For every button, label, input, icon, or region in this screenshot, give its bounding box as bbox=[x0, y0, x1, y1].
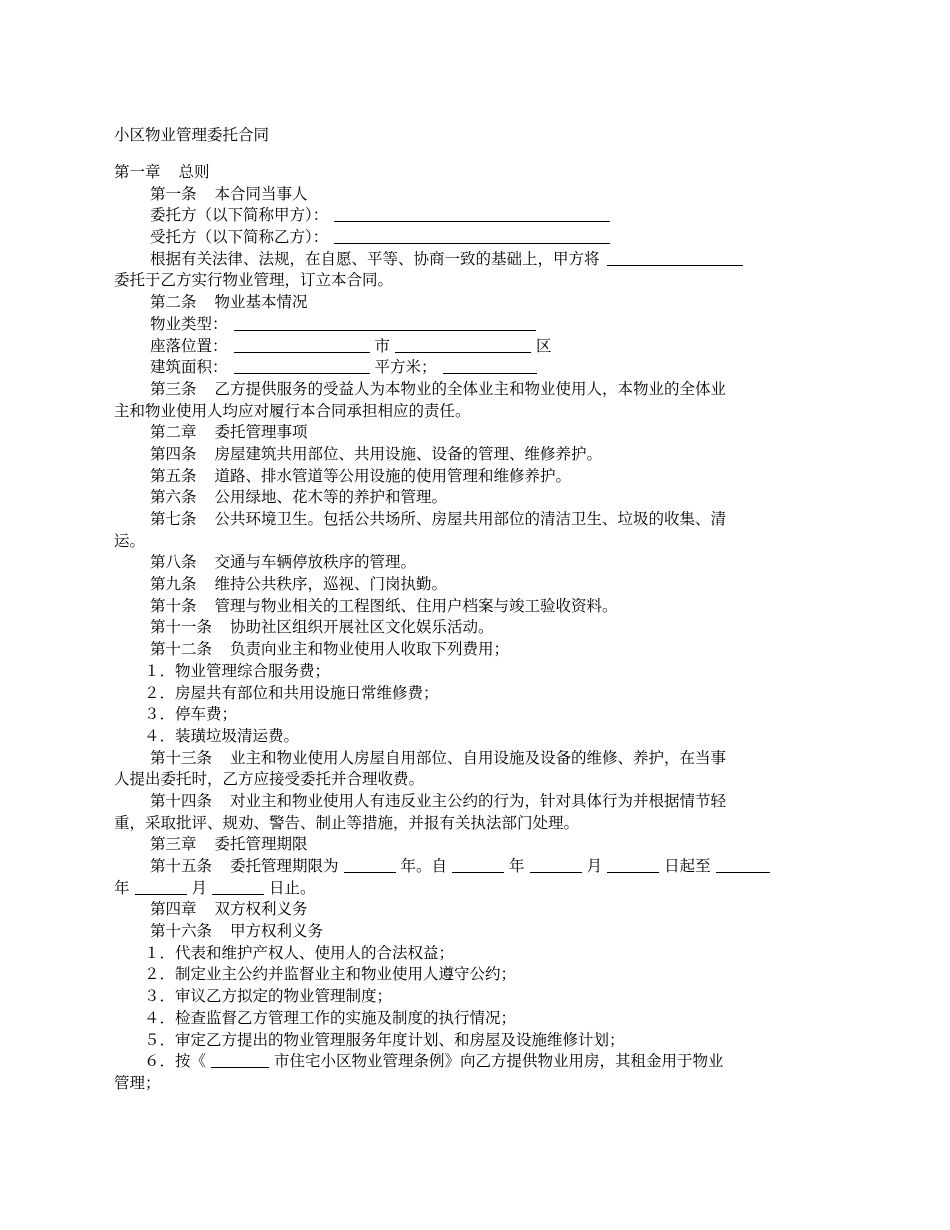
year-label: 年 bbox=[509, 857, 525, 875]
article-number: 第二条 bbox=[150, 293, 197, 312]
chapter-title: 双方权利义务 bbox=[214, 900, 308, 919]
paragraph-line bbox=[114, 813, 840, 835]
document-title: 小区物业管理委托合同 bbox=[114, 126, 270, 144]
field-label: 物业类型： bbox=[150, 314, 228, 333]
paragraph-line bbox=[114, 531, 840, 553]
blank-line bbox=[234, 337, 370, 353]
article-line bbox=[114, 444, 840, 466]
paragraph-line bbox=[114, 401, 840, 423]
article-text: 业主和物业使用人房屋自用部位、自用设施及设备的维修、养护，在当事 bbox=[230, 748, 727, 767]
list-item-text: 市住宅小区物业管理条例》向乙方提供物业用房，其租金用于物业 bbox=[274, 1052, 724, 1071]
article-line bbox=[114, 552, 840, 574]
list-item: ３．审议乙方拟定的物业管理制度； bbox=[144, 987, 393, 1006]
blank-line bbox=[607, 250, 743, 266]
article-line bbox=[114, 791, 840, 813]
article-text: 物业基本情况 bbox=[214, 293, 308, 312]
blank-line bbox=[135, 879, 187, 895]
day-label: 日止。 bbox=[269, 878, 316, 897]
article-text: 公用绿地、花木等的养护和管理。 bbox=[214, 488, 448, 507]
paragraph-line bbox=[114, 1073, 840, 1095]
blank-line bbox=[234, 315, 536, 331]
chapter-heading bbox=[114, 162, 840, 184]
city-label: 市 bbox=[374, 336, 391, 355]
article-text: 维持公共秩序，巡视、门岗执勤。 bbox=[214, 575, 448, 594]
party-b-line bbox=[114, 227, 840, 249]
month-label: 月 bbox=[191, 878, 208, 897]
paragraph-text: 运。 bbox=[114, 531, 146, 550]
area-line bbox=[114, 357, 840, 379]
list-item: １．代表和维护产权人、使用人的合法权益； bbox=[144, 943, 455, 962]
paragraph-line bbox=[114, 270, 840, 292]
chapter-title: 委托管理期限 bbox=[214, 835, 308, 854]
article-number: 第九条 bbox=[150, 575, 197, 594]
article-number: 第一条 bbox=[150, 184, 197, 203]
article-number: 第四条 bbox=[150, 444, 197, 463]
article-number: 第十四条 bbox=[150, 791, 213, 810]
article-number: 第十条 bbox=[150, 596, 197, 615]
property-type-line bbox=[114, 314, 840, 336]
article-number: 第五条 bbox=[150, 466, 197, 485]
list-item: ４．检查监督乙方管理工作的实施及制度的执行情况； bbox=[144, 1008, 517, 1027]
article-line bbox=[114, 466, 840, 488]
day-label: 日起至 bbox=[664, 857, 711, 875]
article-line bbox=[114, 184, 840, 206]
chapter-number: 第二章 bbox=[150, 423, 197, 442]
list-item: ３．停车费； bbox=[144, 705, 238, 724]
chapter-number: 第一章 bbox=[114, 163, 161, 181]
article-number: 第七条 bbox=[150, 510, 197, 528]
chapter-heading bbox=[114, 422, 840, 444]
month-label: 月 bbox=[586, 857, 603, 875]
list-item: ２．房屋共有部位和共用设施日常维修费； bbox=[144, 683, 439, 702]
article-text: 对业主和物业使用人有违反业主公约的行为，针对具体行为并根据情节轻 bbox=[230, 791, 727, 810]
party-a-line bbox=[114, 205, 840, 227]
article-text: 交通与车辆停放秩序的管理。 bbox=[214, 553, 417, 572]
unit-label: 平方米； bbox=[374, 358, 437, 377]
blank-line bbox=[234, 358, 370, 374]
blank-line bbox=[452, 857, 504, 873]
article-line bbox=[114, 639, 840, 661]
blank-line bbox=[607, 857, 659, 873]
list-item: ４．装璜垃圾清运费。 bbox=[144, 726, 300, 745]
article-text: 道路、排水管道等公用设施的使用管理和维修养护。 bbox=[214, 466, 572, 485]
chapter-title: 总则 bbox=[178, 163, 210, 181]
article-text: 房屋建筑共用部位、共用设施、设备的管理、维修养护。 bbox=[214, 444, 603, 463]
list-item-text: ６．按《 bbox=[144, 1052, 207, 1071]
paragraph-line bbox=[114, 249, 840, 271]
paragraph-text: 根据有关法律、法规，在自愿、平等、协商一致的基础上，甲方将 bbox=[150, 249, 600, 268]
field-label: 座落位置： bbox=[150, 336, 228, 355]
blank-line bbox=[716, 857, 770, 873]
term-line bbox=[114, 856, 840, 878]
year-label: 年 bbox=[114, 878, 130, 897]
article-line bbox=[114, 921, 840, 943]
paragraph-text: 管理； bbox=[114, 1073, 161, 1092]
paragraph-text: 主和物业使用人均应对履行本合同承担相应的责任。 bbox=[114, 401, 471, 420]
article-text: 本合同当事人 bbox=[214, 184, 308, 203]
term-line bbox=[114, 878, 840, 900]
article-number: 第八条 bbox=[150, 553, 197, 572]
article-line bbox=[114, 748, 840, 770]
article-text: 协助社区组织开展社区文化娱乐活动。 bbox=[230, 618, 494, 637]
article-number: 第三条 bbox=[150, 379, 197, 398]
article-line bbox=[114, 617, 840, 639]
article-line bbox=[114, 379, 840, 401]
location-line bbox=[114, 336, 840, 358]
article-line bbox=[114, 596, 840, 618]
party-b-label: 受托方（以下简称乙方）： bbox=[150, 228, 329, 247]
chapter-number: 第三章 bbox=[150, 835, 197, 854]
contract-body bbox=[114, 162, 840, 1095]
list-item: ５．审定乙方提出的物业管理服务年度计划、和房屋及设施维修计划； bbox=[144, 1030, 625, 1049]
blank-line bbox=[334, 206, 610, 222]
blank-line bbox=[211, 1052, 269, 1068]
article-text: 公共环境卫生。包括公共场所、房屋共用部位的清洁卫生、垃圾的收集、清 bbox=[214, 510, 727, 528]
paragraph-text: 重，采取批评、规劝、警告、制止等措施，并报有关执法部门处理。 bbox=[114, 813, 580, 832]
blank-line bbox=[344, 857, 396, 873]
article-text: 甲方权利义务 bbox=[230, 922, 324, 941]
article-number: 第十一条 bbox=[150, 618, 213, 637]
article-text: 负责向业主和物业使用人收取下列费用； bbox=[230, 640, 510, 659]
district-label: 区 bbox=[536, 336, 552, 355]
article-line bbox=[114, 509, 840, 531]
chapter-number: 第四章 bbox=[150, 900, 197, 919]
article-number: 第十三条 bbox=[150, 748, 213, 767]
blank-line bbox=[212, 879, 264, 895]
blank-line bbox=[395, 337, 531, 353]
paragraph-text: 委托于乙方实行物业管理，订立本合同。 bbox=[114, 271, 394, 290]
year-label: 年。自 bbox=[400, 857, 448, 875]
blank-line bbox=[334, 228, 610, 244]
list-item: ２．制定业主公约并监督业主和物业使用人遵守公约； bbox=[144, 965, 517, 984]
article-line bbox=[114, 574, 840, 596]
blank-line bbox=[530, 857, 582, 873]
article-line bbox=[114, 292, 840, 314]
list-item: １．物业管理综合服务费； bbox=[144, 661, 331, 680]
blank-line bbox=[443, 358, 537, 374]
chapter-title: 委托管理事项 bbox=[214, 423, 308, 442]
list-item bbox=[114, 1051, 840, 1073]
article-number: 第十六条 bbox=[150, 922, 213, 941]
paragraph-line bbox=[114, 769, 840, 791]
article-text: 乙方提供服务的受益人为本物业的全体业主和物业使用人，本物业的全体业 bbox=[214, 379, 727, 398]
field-label: 建筑面积： bbox=[150, 358, 228, 377]
article-text: 委托管理期限为 bbox=[230, 857, 339, 875]
article-line bbox=[114, 487, 840, 509]
paragraph-text: 人提出委托时，乙方应接受委托并合理收费。 bbox=[114, 770, 425, 789]
chapter-heading bbox=[114, 899, 840, 921]
article-text: 管理与物业相关的工程图纸、住用户档案与竣工验收资料。 bbox=[214, 596, 618, 615]
article-number: 第十五条 bbox=[150, 857, 213, 875]
article-number: 第六条 bbox=[150, 488, 197, 507]
chapter-heading bbox=[114, 834, 840, 856]
party-a-label: 委托方（以下简称甲方）： bbox=[150, 206, 329, 225]
article-number: 第十二条 bbox=[150, 640, 213, 659]
